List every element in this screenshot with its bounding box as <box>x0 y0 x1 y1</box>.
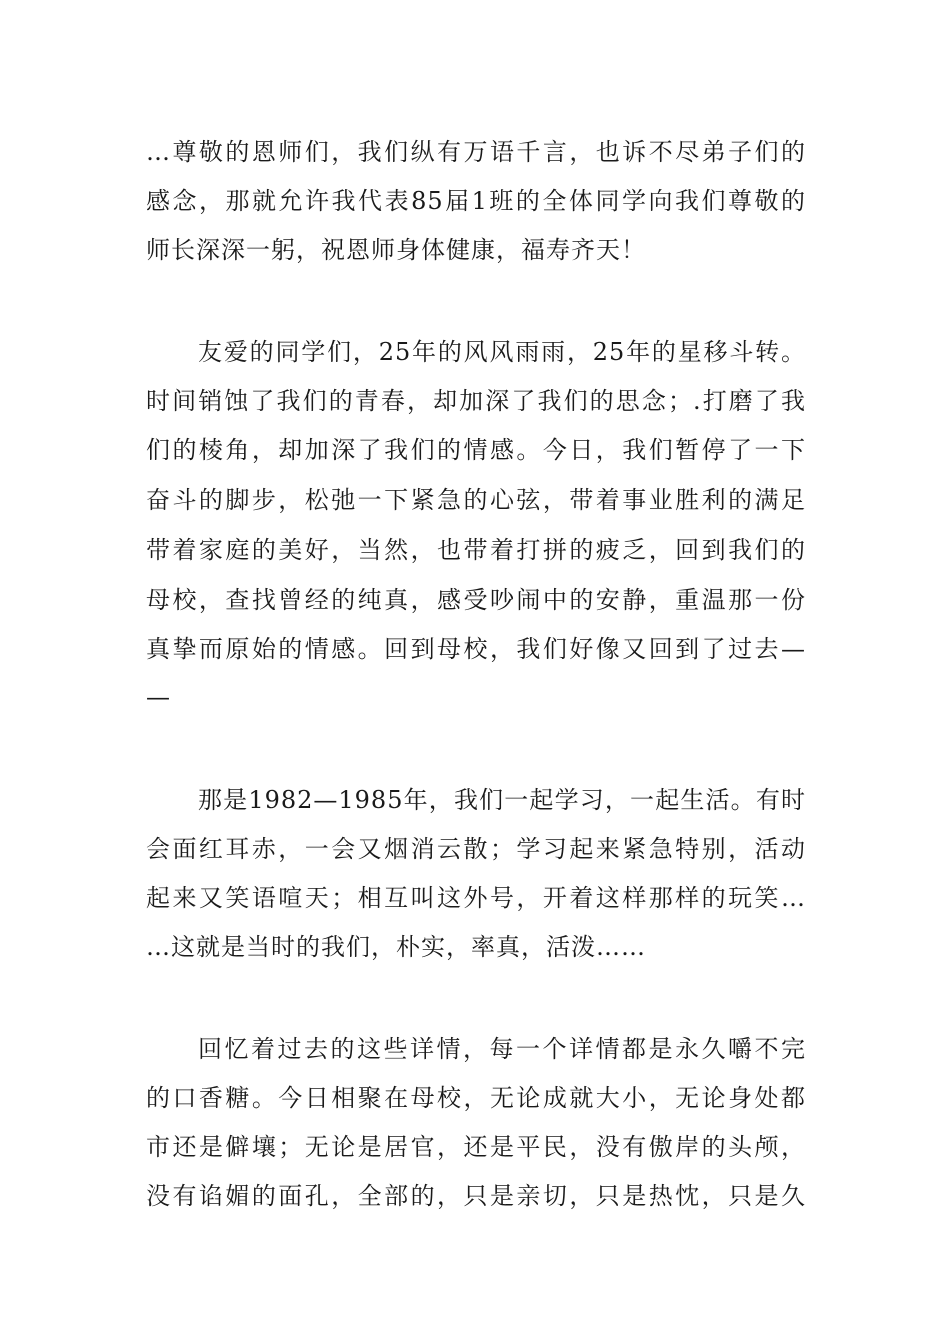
paragraph-3-line-2: 会面红耳赤，一会又烟消云散；学习起来紧急特别，活动 <box>146 835 806 863</box>
paragraph-1-line-2: 感念，那就允许我代表85届1班的全体同学向我们尊敬的 <box>146 187 806 215</box>
paragraph-2-line-3: 们的棱角，却加深了我们的情感。今日，我们暂停了一下 <box>146 436 806 464</box>
paragraph-2-line-1: 友爱的同学们，25年的风风雨雨，25年的星移斗转。 <box>198 338 806 366</box>
paragraph-4-line-3: 市还是僻壤；无论是居官，还是平民，没有傲岸的头颅， <box>146 1133 806 1161</box>
paragraph-2-line-6: 母校，查找曾经的纯真，感受吵闹中的安静，重温那一份 <box>146 586 806 614</box>
paragraph-2-line-5: 带着家庭的美好，当然，也带着打拼的疲乏，回到我们的 <box>146 536 806 564</box>
paragraph-4-line-1: 回忆着过去的这些详情，每一个详情都是永久嚼不完 <box>198 1035 806 1063</box>
paragraph-2-line-8: — <box>146 683 171 711</box>
paragraph-3-line-3: 起来又笑语喧天；相互叫这外号，开着这样那样的玩笑… <box>146 884 806 912</box>
paragraph-3-line-1: 那是1982—1985年，我们一起学习，一起生活。有时 <box>198 786 806 814</box>
paragraph-4-line-2: 的口香糖。今日相聚在母校，无论成就大小，无论身处都 <box>146 1084 806 1112</box>
paragraph-2-line-2: 时间销蚀了我们的青春，却加深了我们的思念；.打磨了我 <box>146 387 806 415</box>
paragraph-1-line-3: 师长深深一躬，祝恩师身体健康，福寿齐天！ <box>146 236 646 264</box>
paragraph-2-line-7: 真挚而原始的情感。回到母校，我们好像又回到了过去— <box>146 635 806 663</box>
paragraph-3-line-4: …这就是当时的我们，朴实，率真，活泼…… <box>146 933 646 961</box>
paragraph-4-line-4: 没有谄媚的面孔，全部的，只是亲切，只是热忱，只是久 <box>146 1182 806 1210</box>
paragraph-1-line-1: …尊敬的恩师们，我们纵有万语千言，也诉不尽弟子们的 <box>146 138 806 166</box>
paragraph-2-line-4: 奋斗的脚步，松弛一下紧急的心弦，带着事业胜利的满足 <box>146 486 806 514</box>
